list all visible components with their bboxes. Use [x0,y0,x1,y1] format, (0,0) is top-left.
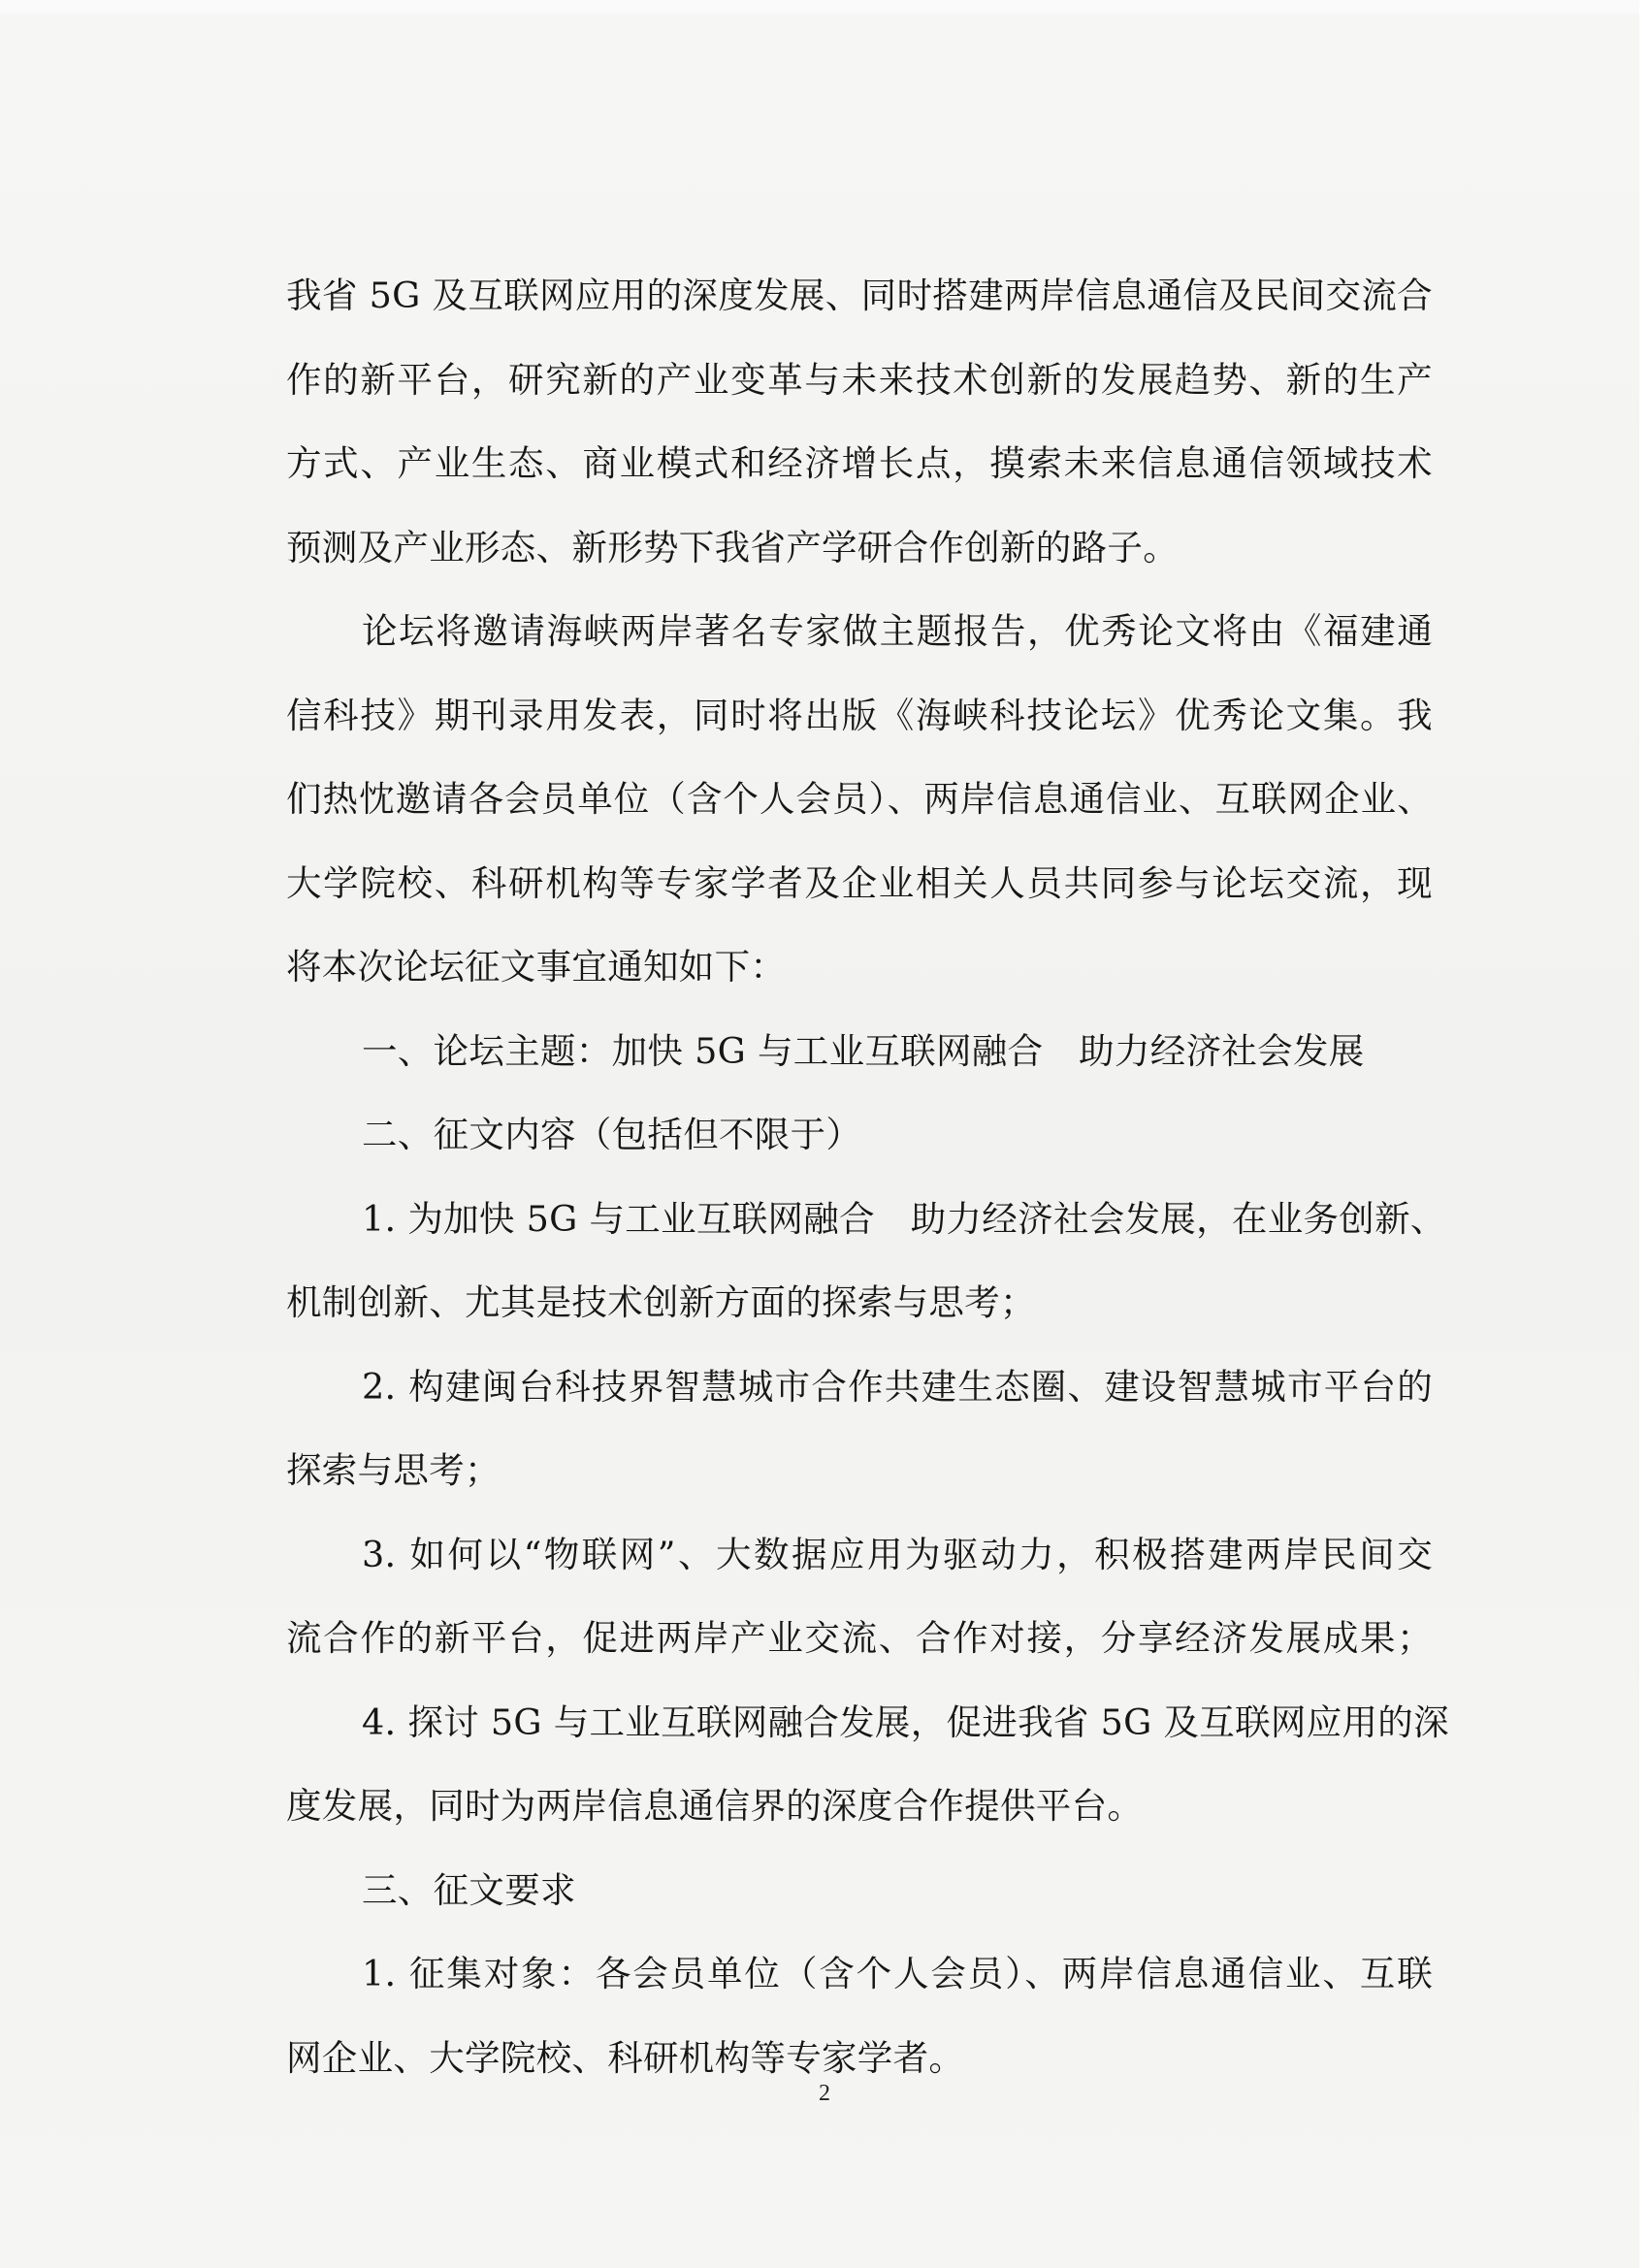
list-item: 4. 探讨 5G 与工业互联网融合发展，促进我省 5G 及互联网应用的深 [362,1701,1449,1743]
text-line: 大学院校、科研机构等专家学者及企业相关人员共同参与论坛交流，现 [286,861,1433,904]
section-heading: 二、征文内容（包括但不限于） [362,1114,862,1155]
text-line: 预测及产业形态、新形势下我省产学研合作创新的路子。 [286,526,1179,568]
list-item: 1. 征集对象：各会员单位（含个人会员）、两岸信息通信业、互联 [362,1953,1433,1994]
text-line: 探索与思考； [286,1449,501,1491]
text-line: 将本次论坛征文事宜通知如下： [286,946,787,988]
scan-top-edge [0,0,1649,14]
text-line: 我省 5G 及互联网应用的深度发展、同时搭建两岸信息通信及民间交流合 [286,275,1433,316]
text-line: 机制创新、尤其是技术创新方面的探索与思考； [286,1281,1036,1323]
page-number: 2 [819,2081,830,2106]
list-item: 1. 为加快 5G 与工业互联网融合 助力经济社会发展，在业务创新、 [362,1197,1446,1240]
scan-right-edge [1639,0,1649,2268]
section-heading: 三、征文要求 [362,1868,576,1911]
text-line: 流合作的新平台，促进两岸产业交流、合作对接，分享经济发展成果； [286,1617,1433,1659]
body-text [286,254,1449,2100]
text-line: 度发展，同时为两岸信息通信界的深度合作提供平台。 [286,1785,1144,1827]
text-line: 网企业、大学院校、科研机构等专家学者。 [286,2036,965,2079]
list-item: 2. 构建闽台科技界智慧城市合作共建生态圈、建设智慧城市平台的 [362,1365,1433,1408]
section-heading: 一、论坛主题：加快 5G 与工业互联网融合 助力经济社会发展 [362,1029,1365,1072]
text-line: 信科技》期刊录用发表，同时将出版《海峡科技论坛》优秀论文集。我 [286,694,1433,736]
text-line: 方式、产业生态、商业模式和经济增长点，摸索未来信息通信领域技术 [286,442,1433,484]
list-item: 3. 如何以“物联网”、大数据应用为驱动力，积极搭建两岸民间交 [362,1533,1433,1575]
text-line: 们热忱邀请各会员单位（含个人会员）、两岸信息通信业、互联网企业、 [286,778,1433,820]
text-line: 作的新平台，研究新的产业变革与未来技术创新的发展趋势、新的生产 [286,358,1433,401]
text-line: 论坛将邀请海峡两岸著名专家做主题报告，优秀论文将由《福建通 [362,610,1433,652]
